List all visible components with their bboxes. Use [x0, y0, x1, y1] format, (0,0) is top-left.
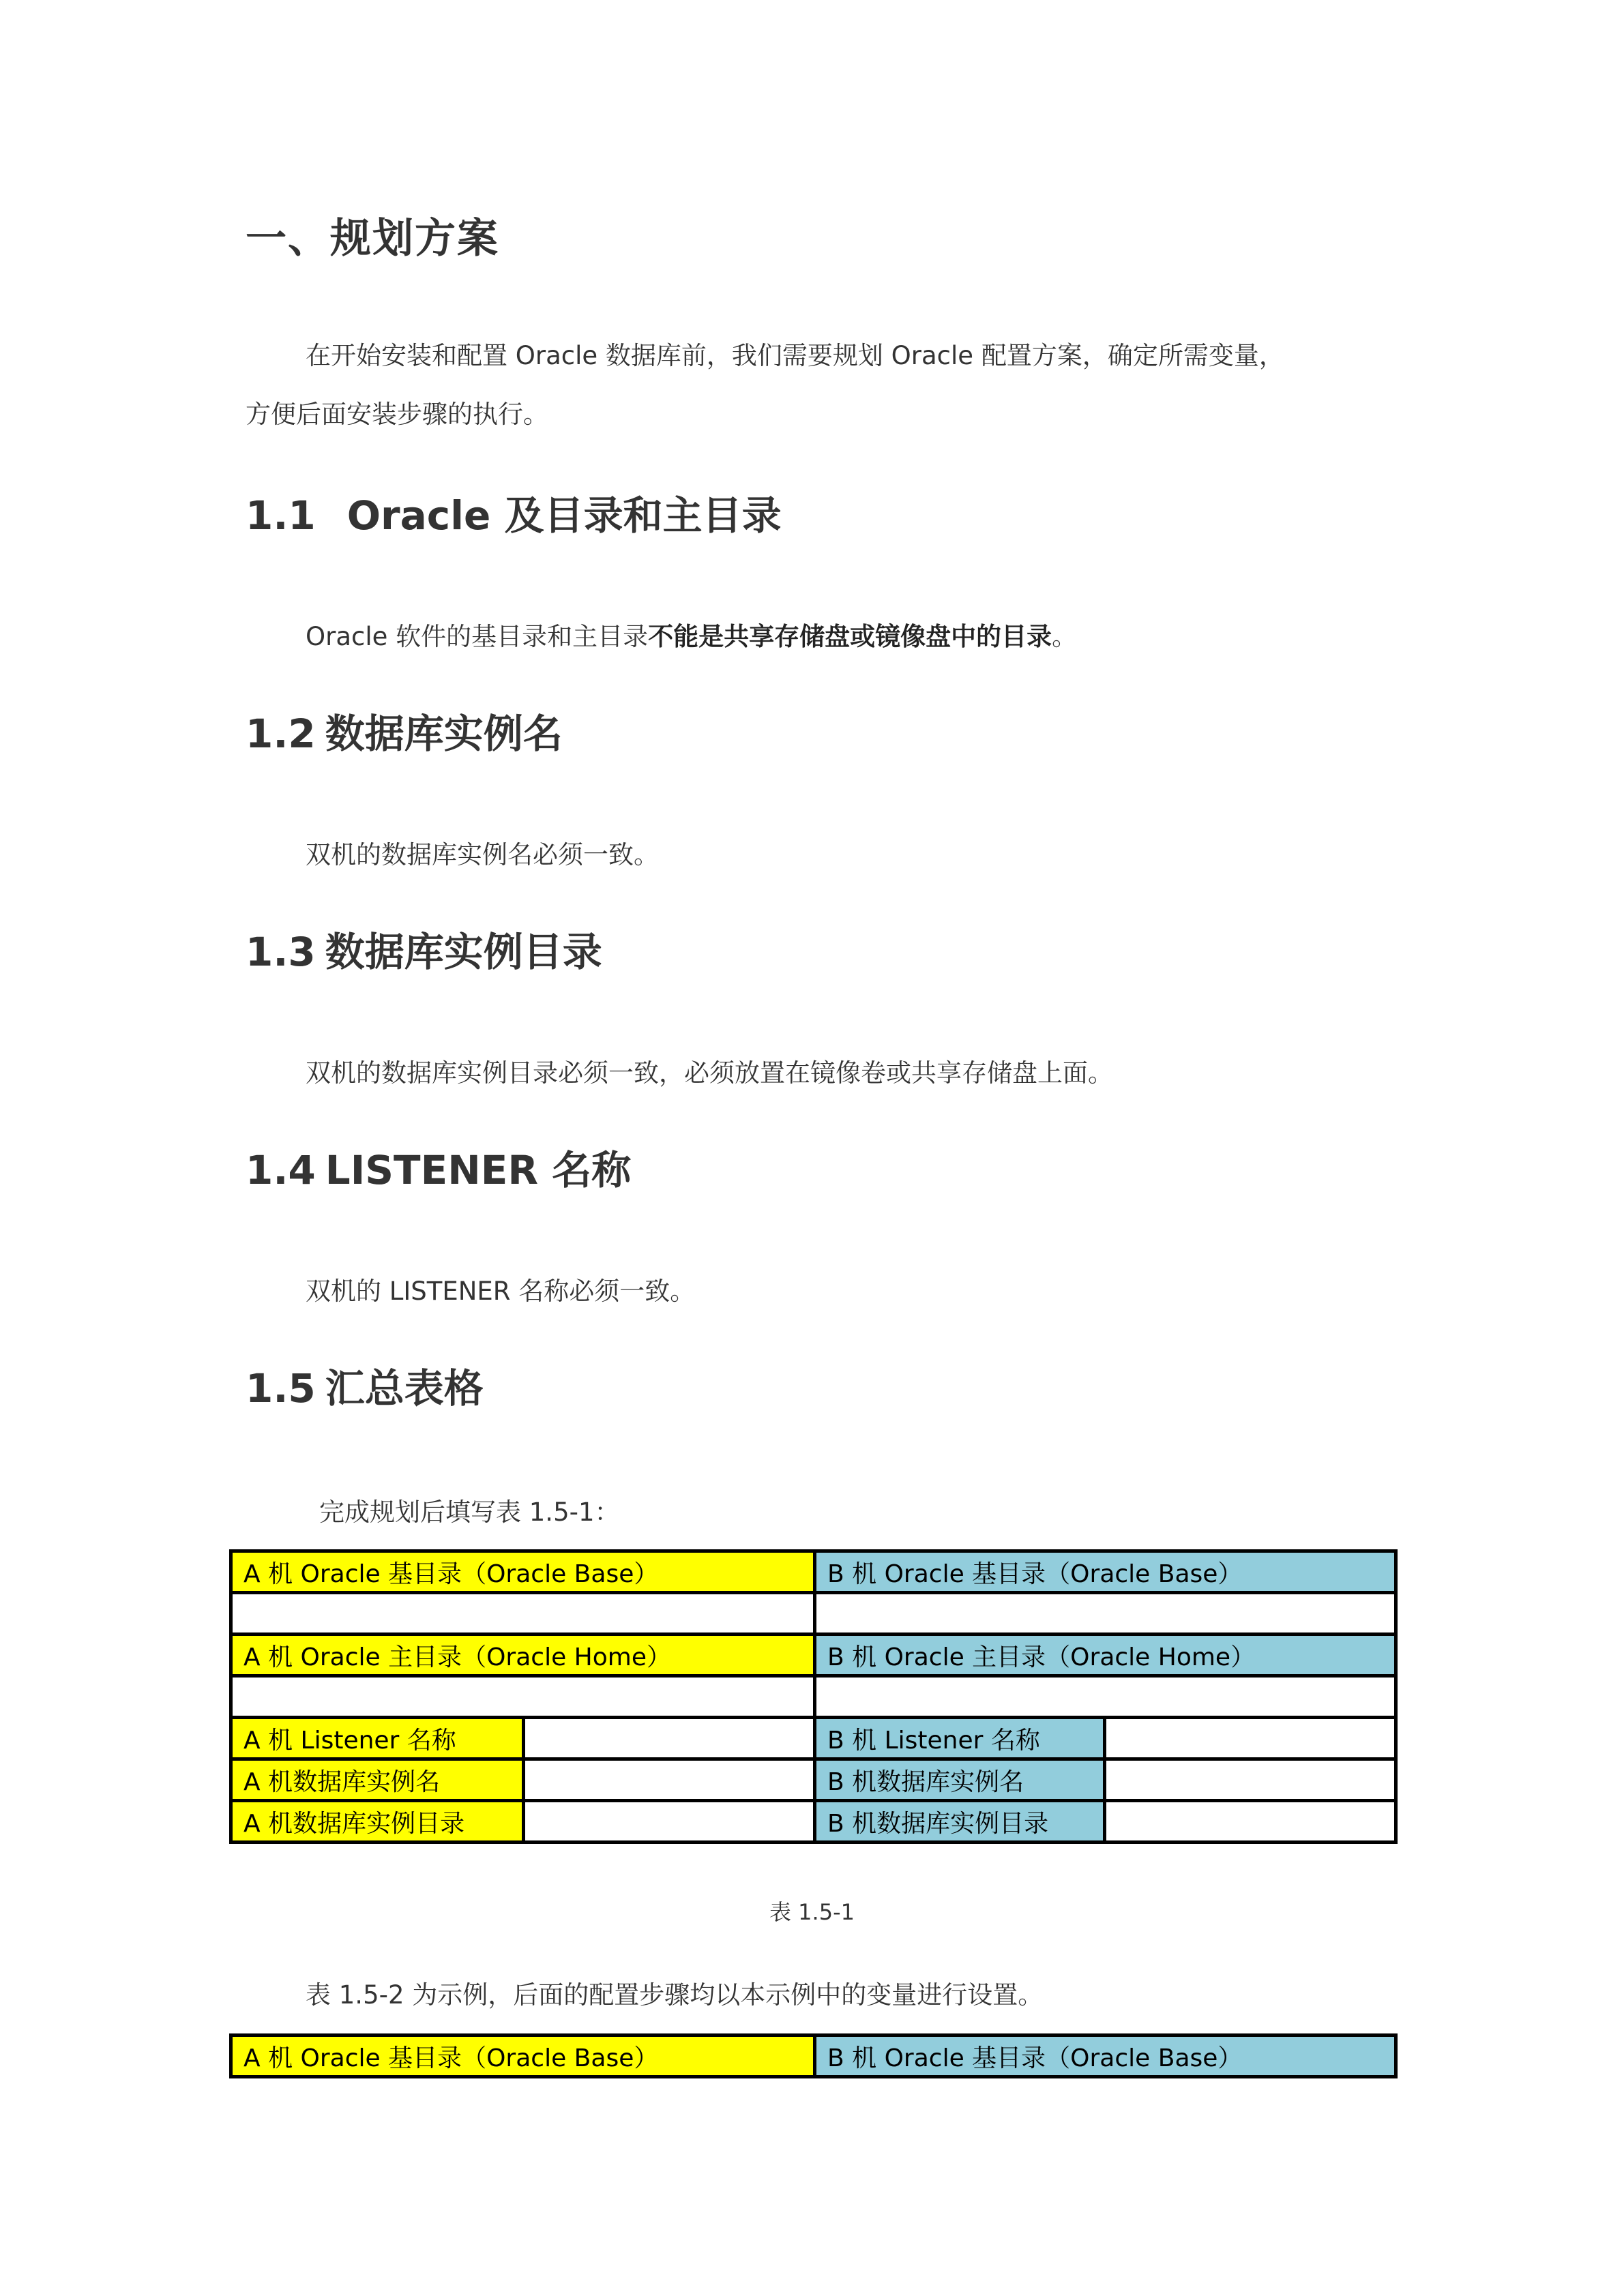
- section-heading-1-3: [246, 925, 602, 979]
- section-title: 汇总表格: [325, 1365, 484, 1412]
- section-number: 1.1: [246, 492, 316, 539]
- section-body-1-5: 完成规划后填写表 1.5-1：: [319, 1497, 620, 1527]
- section-number: 1.5: [246, 1365, 316, 1412]
- section-number: 1.3: [246, 929, 316, 975]
- a-instance-dir-label: A 机数据库实例目录: [231, 1801, 524, 1843]
- b-instance-name-label: B 机数据库实例名: [815, 1759, 1105, 1801]
- a-oracle-base-value-cell[interactable]: [231, 1593, 815, 1635]
- intro-line-2: 方便后面安装步骤的执行。: [246, 400, 548, 429]
- table-row: [231, 1551, 1396, 1593]
- page-title: 一、规划方案: [246, 215, 499, 263]
- b-listener-value-cell[interactable]: [1105, 1718, 1396, 1759]
- table-row: [231, 1718, 1396, 1759]
- example-table-1-5-2: [229, 2033, 1398, 2078]
- section-title: LISTENER 名称: [325, 1147, 632, 1193]
- section-title: 数据库实例目录: [325, 929, 602, 975]
- body-end: 。: [1052, 622, 1078, 651]
- a-listener-label: A 机 Listener 名称: [231, 1718, 524, 1759]
- b-oracle-base-label: B 机 Oracle 基目录（Oracle Base）: [815, 1551, 1396, 1593]
- b-oracle-home-label: B 机 Oracle 主目录（Oracle Home）: [815, 1635, 1396, 1676]
- body-bold-warning: 不能是共享存储盘或镜像盘中的目录: [648, 622, 1052, 651]
- section-heading-1-5: [246, 1361, 484, 1416]
- table-row: [231, 1759, 1396, 1801]
- b-instance-dir-value-cell[interactable]: [1105, 1801, 1396, 1843]
- b-oracle-base-value-cell[interactable]: [815, 1593, 1396, 1635]
- a-instance-name-value-cell[interactable]: [524, 1759, 815, 1801]
- table-row: [231, 1593, 1396, 1635]
- b-instance-dir-label: B 机数据库实例目录: [815, 1801, 1105, 1843]
- body-plain: Oracle 软件的基目录和主目录: [306, 622, 649, 651]
- b-listener-label: B 机 Listener 名称: [815, 1718, 1105, 1759]
- section-body-1-1: [306, 618, 1077, 656]
- a-listener-value-cell[interactable]: [524, 1718, 815, 1759]
- section-heading-1-2: [246, 706, 563, 761]
- planning-table-1-5-1: [229, 1549, 1398, 1844]
- table-row: [231, 1676, 1396, 1718]
- table-row: [231, 1801, 1396, 1843]
- b-oracle-base-label: B 机 Oracle 基目录（Oracle Base）: [815, 2036, 1396, 2077]
- table-row: [231, 1635, 1396, 1676]
- a-oracle-home-label: A 机 Oracle 主目录（Oracle Home）: [231, 1635, 815, 1676]
- section-heading-1-1: [246, 488, 782, 543]
- section-heading-1-4: [246, 1143, 631, 1197]
- section-number: 1.4: [246, 1147, 316, 1193]
- a-instance-dir-value-cell[interactable]: [524, 1801, 815, 1843]
- section-body-1-3: 双机的数据库实例目录必须一致，必须放置在镜像卷或共享存储盘上面。: [306, 1058, 1113, 1088]
- section-title: 数据库实例名: [325, 711, 563, 757]
- table-caption: 表 1.5-1: [769, 1899, 855, 1925]
- section-body-1-4: 双机的 LISTENER 名称必须一致。: [306, 1277, 696, 1306]
- b-instance-name-value-cell[interactable]: [1105, 1759, 1396, 1801]
- intro-line-1: 在开始安装和配置 Oracle 数据库前，我们需要规划 Oracle 配置方案，确定所需变量，: [306, 341, 1284, 370]
- section-title: Oracle 及目录和主目录: [346, 492, 782, 539]
- section-body-1-2: 双机的数据库实例名必须一致。: [306, 840, 659, 869]
- section-number: 1.2: [246, 711, 316, 757]
- a-oracle-home-value-cell[interactable]: [231, 1676, 815, 1718]
- a-oracle-base-label: A 机 Oracle 基目录（Oracle Base）: [231, 1551, 815, 1593]
- example-intro: 表 1.5-2 为示例，后面的配置步骤均以本示例中的变量进行设置。: [306, 1980, 1044, 2010]
- a-oracle-base-label: A 机 Oracle 基目录（Oracle Base）: [231, 2036, 815, 2077]
- b-oracle-home-value-cell[interactable]: [815, 1676, 1396, 1718]
- table-row: [231, 2036, 1396, 2077]
- a-instance-name-label: A 机数据库实例名: [231, 1759, 524, 1801]
